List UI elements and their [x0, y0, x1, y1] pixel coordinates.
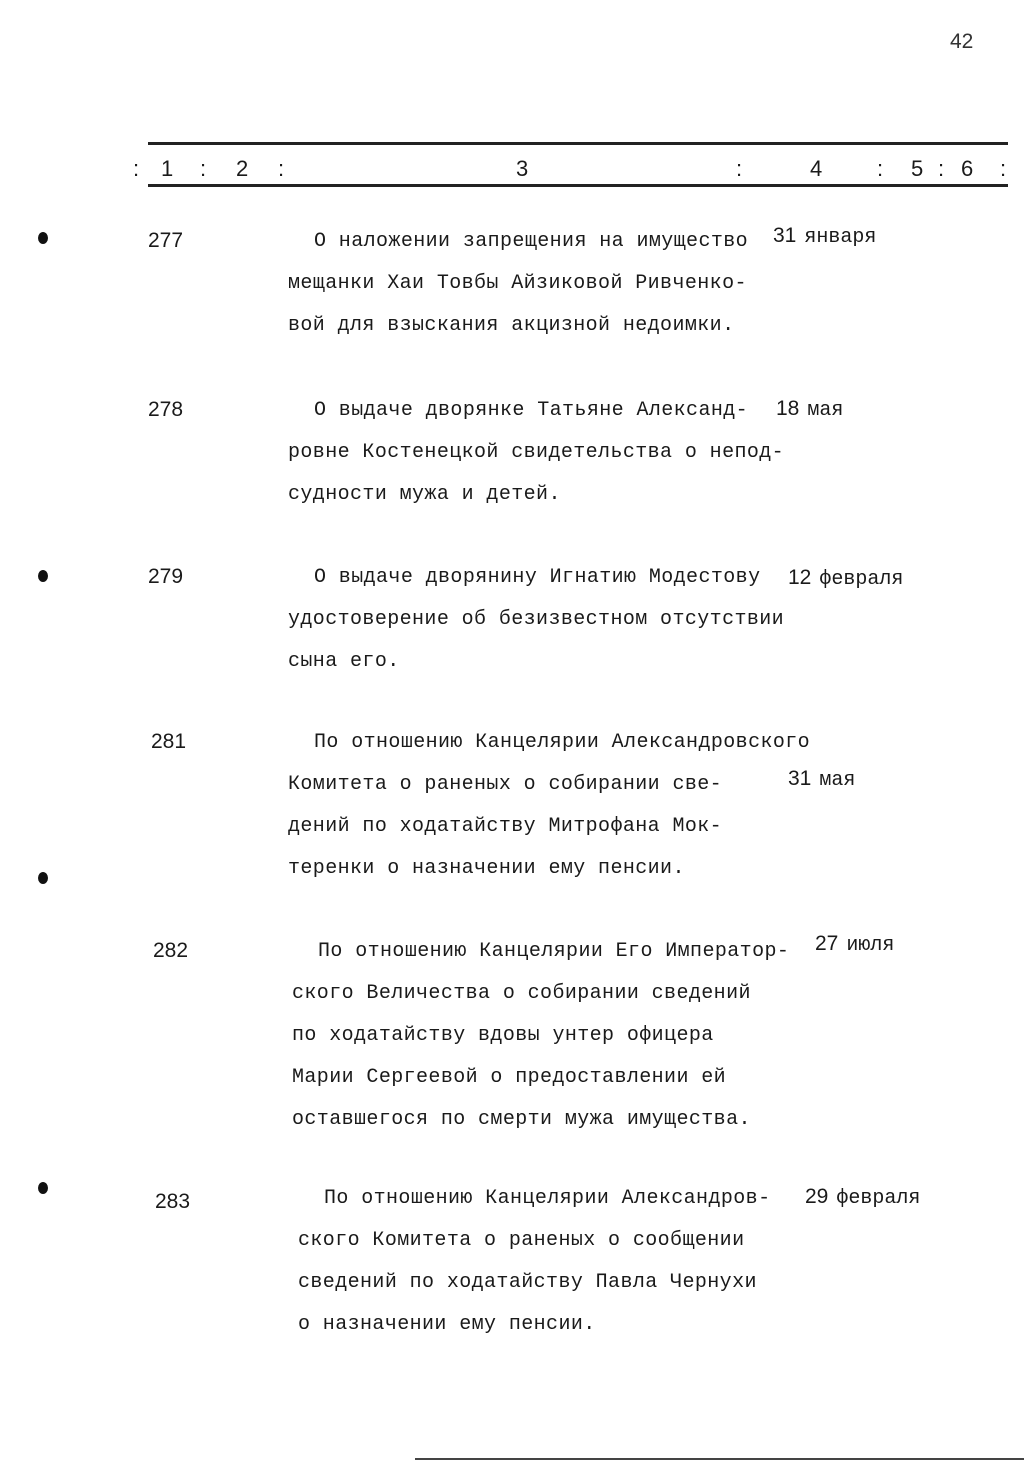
bottom-rule — [415, 1458, 1024, 1460]
page-number: 42 — [950, 30, 974, 53]
entry-number: 282 — [153, 939, 189, 962]
entry-number: 277 — [148, 229, 184, 252]
header-top-rule — [148, 142, 1008, 145]
table-header — [133, 156, 1013, 186]
entry-number: 279 — [148, 565, 184, 588]
text-line: судности мужа и детей. — [288, 483, 561, 506]
text-line: вой для взыскания акцизной недоимки. — [288, 314, 735, 337]
text-line: по ходатайству вдовы унтер офицера — [292, 1024, 714, 1047]
date-month: мая — [819, 769, 856, 792]
date-month: мая — [807, 399, 844, 422]
entry-date — [805, 1185, 920, 1210]
text-line: ского Величества о собирании сведений — [292, 982, 751, 1005]
entry-number: 283 — [155, 1190, 191, 1213]
entry-text — [288, 564, 784, 690]
text-line: О наложении запрещения на имущество — [314, 230, 749, 253]
column-header-6: 6 — [961, 156, 974, 181]
text-line: Марии Сергеевой о предоставлении ей — [292, 1066, 727, 1089]
date-day: 27 — [815, 932, 839, 955]
column-header-1: 1 — [161, 156, 174, 181]
date-day: 31 — [788, 767, 812, 790]
text-line: ского Комитета о раненых о сообщении — [298, 1229, 745, 1252]
header-bottom-rule — [148, 184, 1008, 187]
entry-date — [788, 566, 903, 591]
punch-mark — [38, 1182, 48, 1194]
text-line: мещанки Хаи Товбы Айзиковой Ривченко- — [288, 272, 747, 295]
column-separator: : — [877, 156, 884, 181]
entry-date — [788, 767, 855, 792]
entry-text — [288, 397, 784, 523]
entry-date — [773, 224, 876, 249]
column-separator: : — [278, 156, 285, 181]
text-line: сына его. — [288, 650, 400, 673]
entry-text — [288, 729, 810, 897]
text-line: По отношению Канцелярии Александровского — [314, 731, 811, 754]
punch-mark — [38, 232, 48, 244]
entry-number: 278 — [148, 398, 184, 421]
text-line: О выдаче дворянке Татьяне Александ- — [314, 399, 749, 422]
text-line: О выдаче дворянину Игнатию Модестову — [314, 566, 761, 589]
date-day: 12 — [788, 566, 812, 589]
text-line: По отношению Канцелярии Его Император- — [318, 940, 790, 963]
column-header-3: 3 — [516, 156, 529, 181]
column-header-4: 4 — [810, 156, 823, 181]
column-separator: : — [200, 156, 207, 181]
text-line: удостоверение об безизвестном отсутствии — [288, 608, 785, 631]
punch-mark — [38, 570, 48, 582]
date-month: июля — [846, 934, 895, 957]
text-line: теренки о назначении ему пенсии. — [288, 857, 685, 880]
entry-date — [776, 397, 843, 422]
date-day: 31 — [773, 224, 797, 247]
column-separator: : — [1000, 156, 1007, 181]
column-separator: : — [133, 156, 140, 181]
date-month: февраля — [836, 1187, 921, 1210]
entry-text — [288, 228, 748, 354]
text-line: ровне Костенецкой свидетельства о непод- — [288, 441, 785, 464]
text-line: По отношению Канцелярии Александров- — [324, 1187, 771, 1210]
date-month: февраля — [819, 568, 904, 591]
entry-text — [298, 1185, 770, 1353]
punch-mark — [38, 872, 48, 884]
date-day: 29 — [805, 1185, 829, 1208]
column-separator: : — [736, 156, 743, 181]
date-day: 18 — [776, 397, 800, 420]
column-header-5: 5 — [911, 156, 924, 181]
date-month: января — [804, 226, 877, 249]
text-line: Комитета о раненых о собирании све- — [288, 773, 723, 796]
text-line: оставшегося по смерти мужа имущества. — [292, 1108, 751, 1131]
column-separator: : — [938, 156, 945, 181]
entry-text — [292, 938, 789, 1148]
entry-date — [815, 932, 894, 957]
text-line: о назначении ему пенсии. — [298, 1313, 596, 1336]
entry-number: 281 — [151, 730, 187, 753]
column-header-2: 2 — [236, 156, 249, 181]
text-line: сведений по ходатайству Павла Чернухи — [298, 1271, 757, 1294]
text-line: дений по ходатайству Митрофана Мок- — [288, 815, 723, 838]
